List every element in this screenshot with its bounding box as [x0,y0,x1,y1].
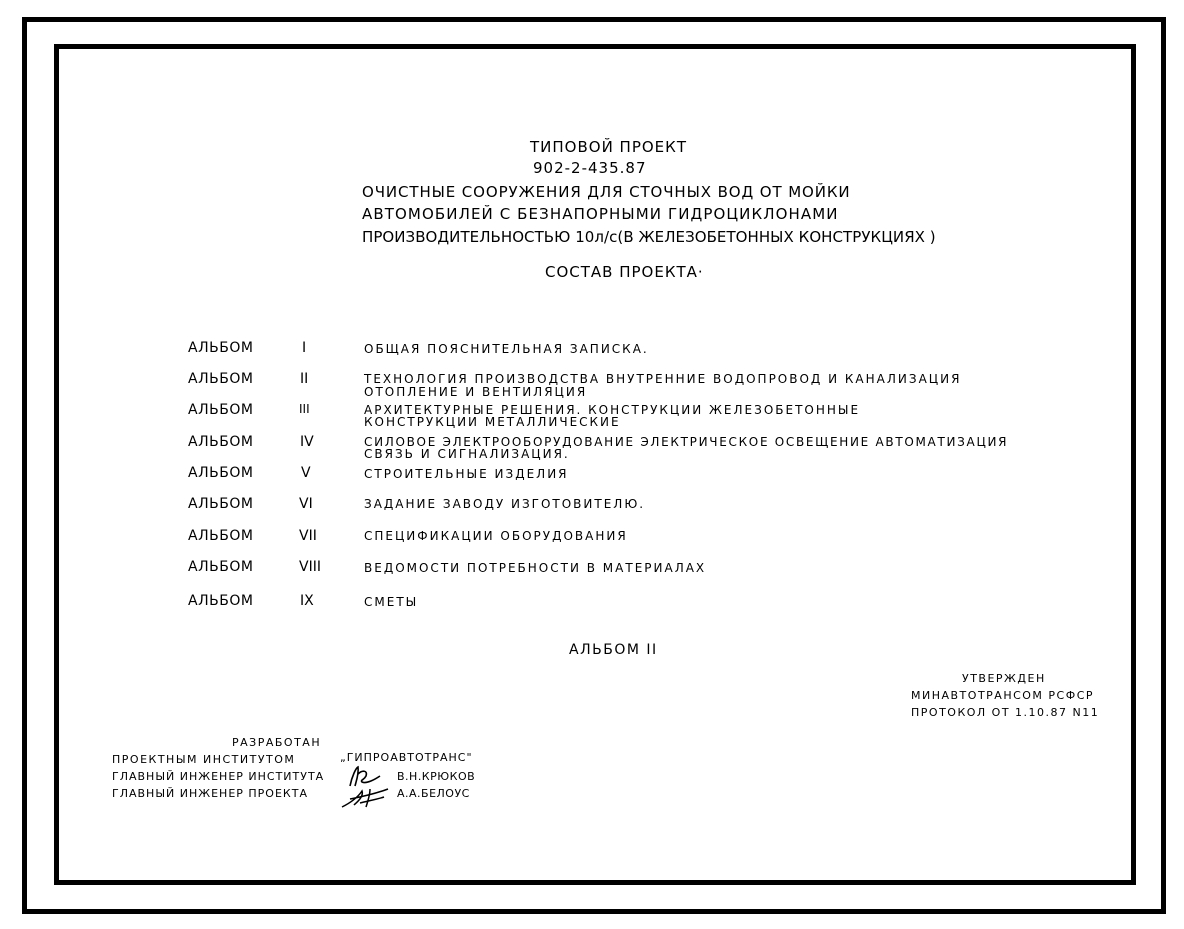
album-label: АЛЬБОМ [188,593,254,609]
album-description: СИЛОВОЕ ЭЛЕКТРООБОРУДОВАНИЕ ЭЛЕКТРИЧЕСКОЕ ОСВЕЩЕНИЕ АВТОМАТИЗАЦИЯ [364,435,1009,449]
album-label: АЛЬБОМ [188,559,254,575]
chief-institute-name: В.Н.КРЮКОВ [397,770,476,783]
album-number: VIII [299,559,321,575]
project-name-line-2: АВТОМОБИЛЕЙ С БЕЗНАПОРНЫМИ ГИДРОЦИКЛОНАМИ [362,205,839,223]
album-label: АЛЬБОМ [188,528,254,544]
current-album: АЛЬБОМ II [569,642,658,658]
institute-name: „ГИПРОАВТОТРАНС" [340,751,473,764]
album-number: III [299,402,310,416]
institute-label: ПРОЕКТНЫМ ИНСТИТУТОМ [112,753,296,766]
chief-project-name: А.А.БЕЛОУС [397,787,470,800]
album-label: АЛЬБОМ [188,465,254,481]
chief-project-label: ГЛАВНЫЙ ИНЖЕНЕР ПРОЕКТА [112,787,308,800]
project-name-line-1: ОЧИСТНЫЕ СООРУЖЕНИЯ ДЛЯ СТОЧНЫХ ВОД ОТ МОЙКИ [362,183,851,201]
album-number: VII [299,528,317,544]
album-label: АЛЬБОМ [188,371,254,387]
album-description: СТРОИТЕЛЬНЫЕ ИЗДЕЛИЯ [364,467,569,481]
album-description-continued: КОНСТРУКЦИИ МЕТАЛЛИЧЕСКИЕ [364,415,621,429]
album-description: ОБЩАЯ ПОЯСНИТЕЛЬНАЯ ЗАПИСКА. [364,342,649,356]
album-description: ТЕХНОЛОГИЯ ПРОИЗВОДСТВА ВНУТРЕННИЕ ВОДОПРОВОД И КАНАЛИЗАЦИЯ [364,372,962,386]
album-description: ВЕДОМОСТИ ПОТРЕБНОСТИ В МАТЕРИАЛАХ [364,561,707,575]
album-number: I [302,340,307,356]
album-label: АЛЬБОМ [188,402,254,418]
album-description: АРХИТЕКТУРНЫЕ РЕШЕНИЯ. КОНСТРУКЦИИ ЖЕЛЕЗОБЕТОННЫЕ [364,403,861,417]
section-title: СОСТАВ ПРОЕКТА· [545,263,704,281]
album-description: ЗАДАНИЕ ЗАВОДУ ИЗГОТОВИТЕЛЮ. [364,497,646,511]
project-name-line-3: ПРОИЗВОДИТЕЛЬНОСТЬЮ 10л/с(В ЖЕЛЕЗОБЕТОННЫХ КОНСТРУКЦИЯХ ) [362,228,936,246]
album-label: АЛЬБОМ [188,340,254,356]
album-label: АЛЬБОМ [188,434,254,450]
album-number: II [300,371,309,387]
album-description-continued: СВЯЗЬ И СИГНАЛИЗАЦИЯ. [364,447,570,461]
album-number: VI [299,496,313,512]
project-number: 902-2-435.87 [533,159,647,177]
approval-line-3: ПРОТОКОЛ ОТ 1.10.87 N11 [911,706,1100,719]
chief-institute-label: ГЛАВНЫЙ ИНЖЕНЕР ИНСТИТУТА [112,770,325,783]
approval-line-2: МИНАВТОТРАНСОМ РСФСР [911,689,1095,702]
album-number: IX [300,593,314,609]
album-description: СПЕЦИФИКАЦИИ ОБОРУДОВАНИЯ [364,529,628,543]
album-number: V [301,465,311,481]
project-title: ТИПОВОЙ ПРОЕКТ [530,138,687,156]
approval-line-1: УТВЕРЖДЕН [962,672,1046,685]
album-description: СМЕТЫ [364,595,419,609]
album-description-continued: ОТОПЛЕНИЕ И ВЕНТИЛЯЦИЯ [364,385,588,399]
signature-belous [340,783,396,811]
developer-heading: РАЗРАБОТАН [232,736,322,749]
album-label: АЛЬБОМ [188,496,254,512]
album-number: IV [300,434,314,450]
